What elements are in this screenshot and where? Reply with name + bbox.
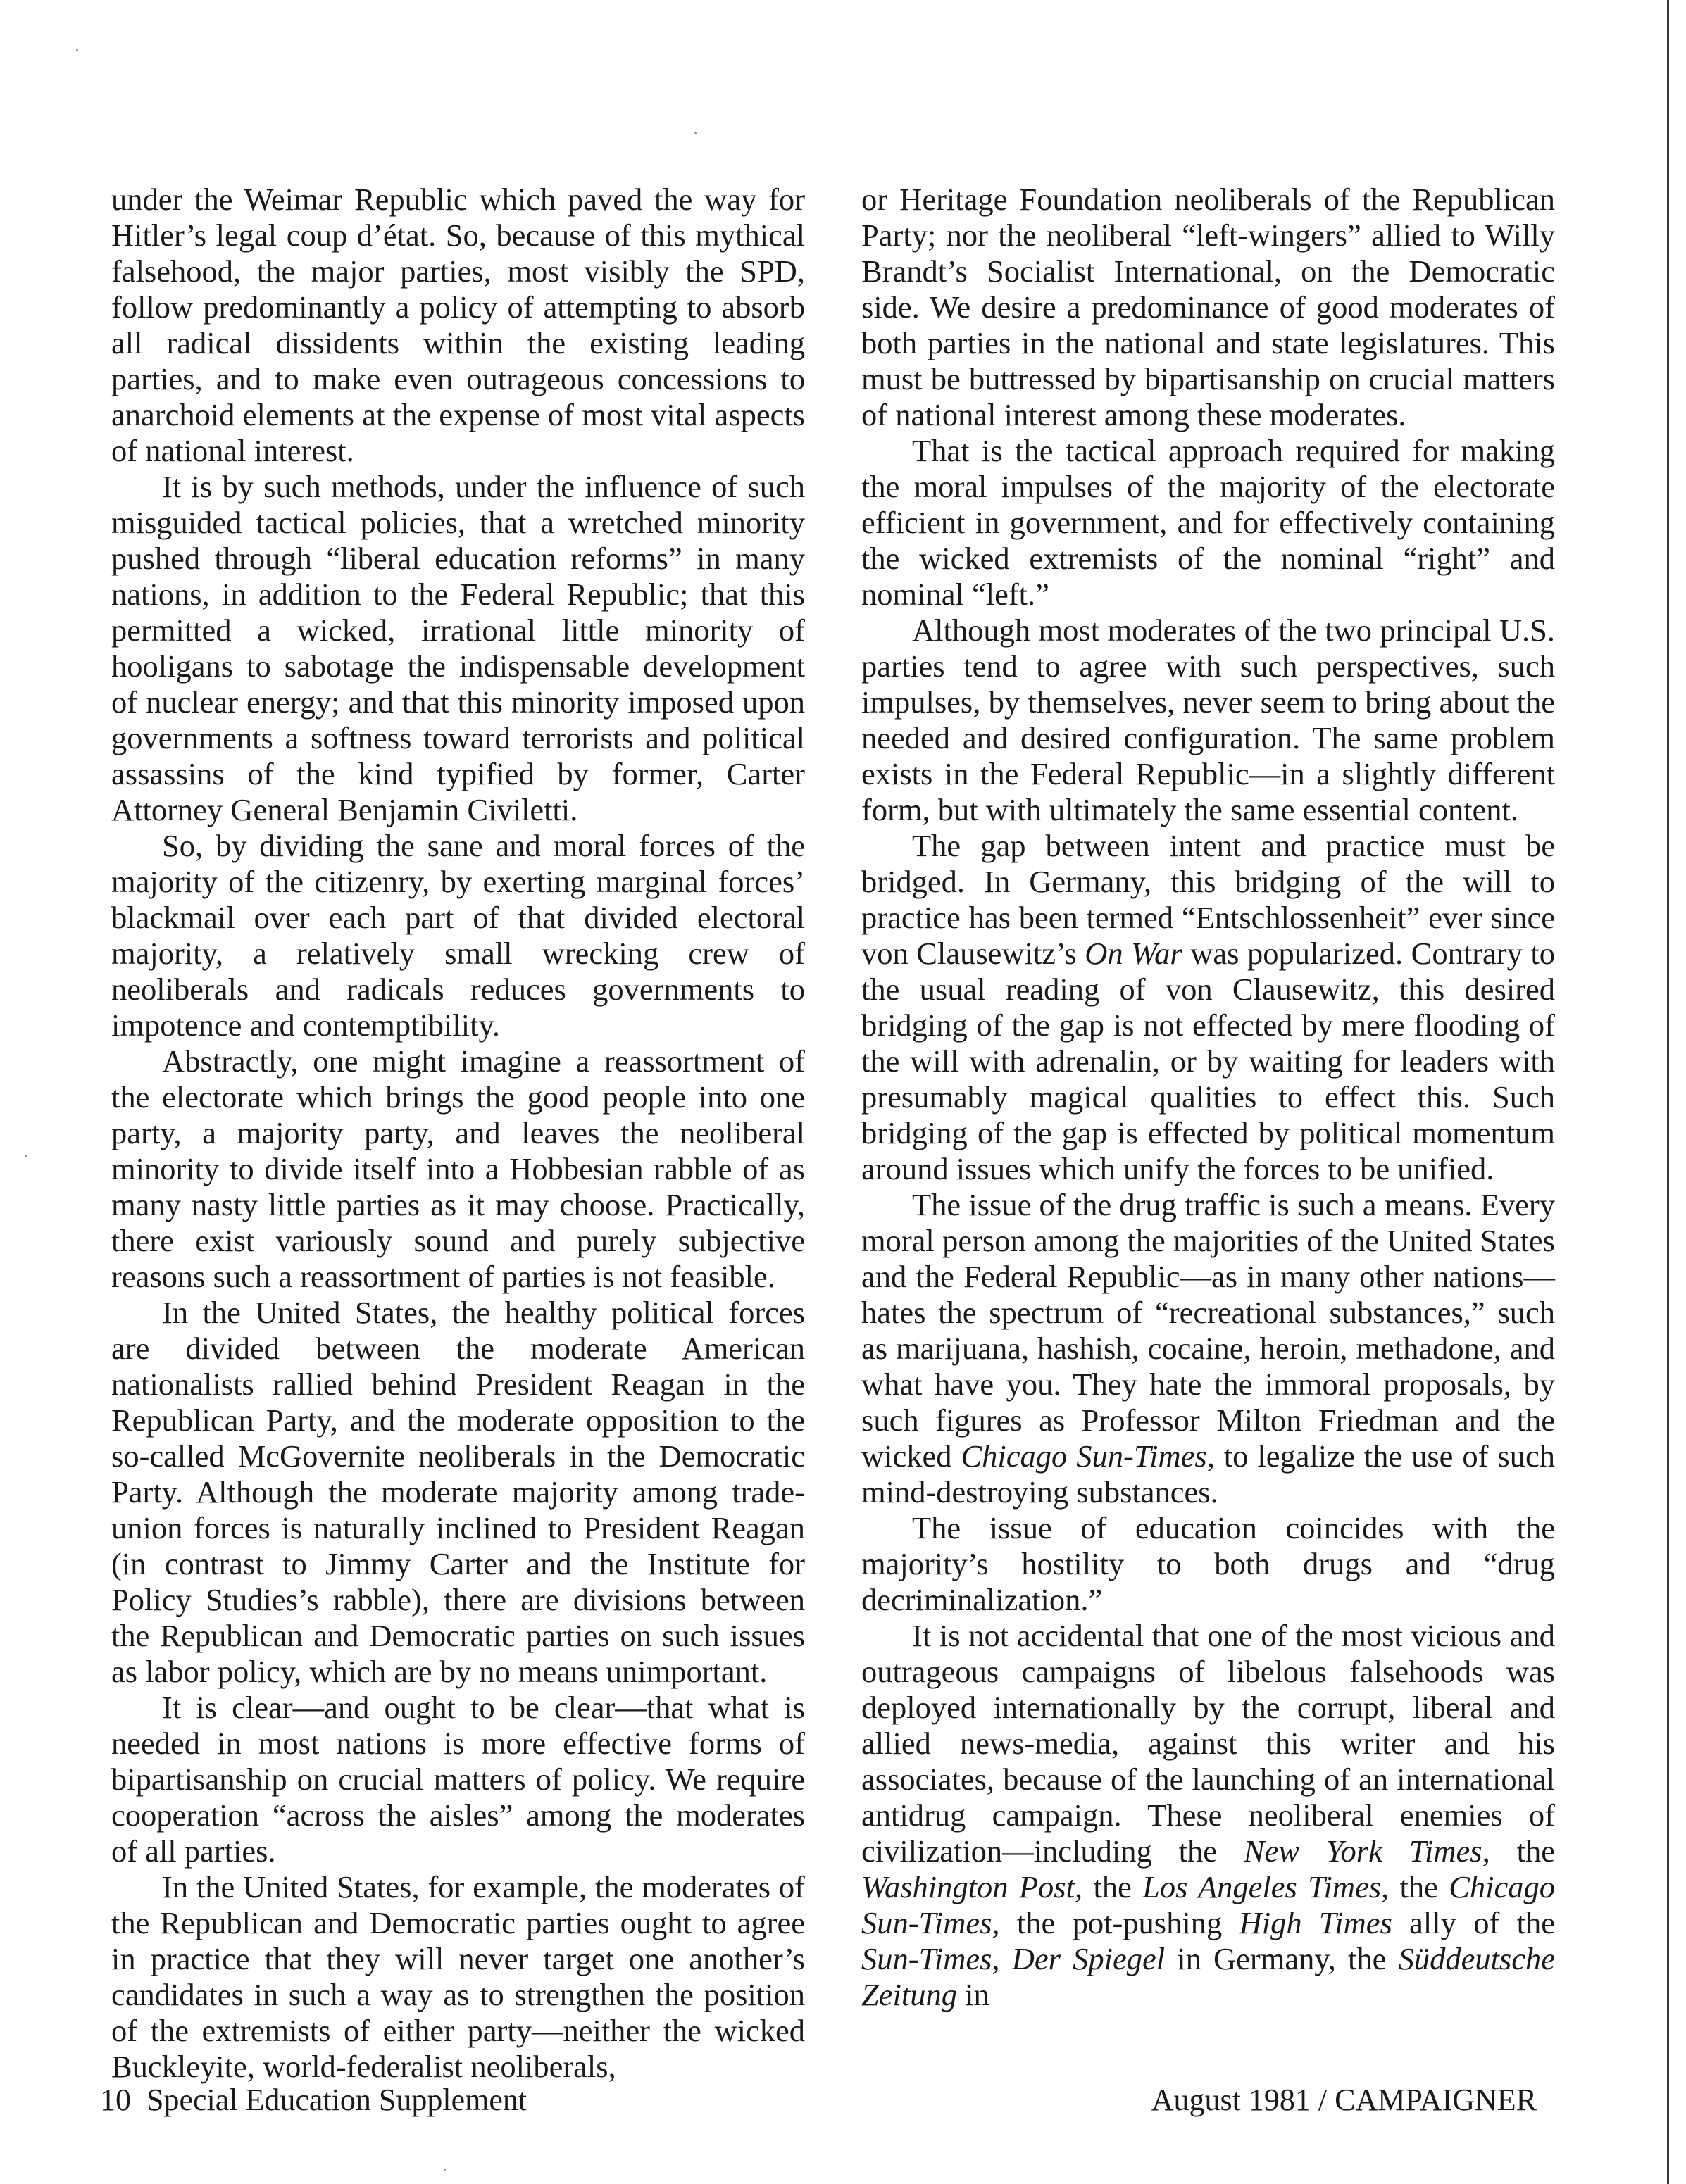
- text-run: the pot-pushing: [999, 1905, 1239, 1940]
- paragraph: [861, 1187, 1555, 1510]
- text-run: the: [1389, 1869, 1449, 1904]
- paragraph: [111, 828, 805, 1043]
- text-run: It is by such methods, under the influence of such misguided tactical policies, that a wretched minority pushed through “liberal education reforms” in many nations, in addition to the Federal Republic; that this permitted a wicked, irrational little minority of hooligans to sabotage the indispensable development of nuclear energy; and that this minority imposed upon governments a softness toward terrorists and political assassins of the kind typified by former, Carter Attorney General Benjamin Civiletti.: [111, 469, 805, 827]
- scan-speck: [76, 49, 78, 51]
- italic-title: New York Times,: [1243, 1833, 1490, 1869]
- right-text-column: [861, 182, 1555, 2013]
- text-run: It is clear—and ought to be clear—that what is needed in most nations is more effective forms of bipartisanship on crucial matters of policy. We require cooperation “across the aisles” among the moderates of all parties.: [111, 1690, 805, 1869]
- text-run: was popularized. Contrary to the usual reading of von Clausewitz, this desired bridging of the gap is not effected by mere flooding of the will with adrenalin, or by waiting for leaders with presumably magical qualities to effect this. Such bridging of the gap is effected by political momentum around issues which unify the forces to be unified.: [861, 936, 1555, 1186]
- italic-title: Sun-Times,: [861, 1941, 1000, 1976]
- left-text-column: [111, 182, 805, 2085]
- page-number: 10: [100, 2083, 131, 2117]
- text-run: Abstractly, one might imagine a reassortment of the electorate which brings the good people into one party, a majority party, and leaves the neoliberal minority to divide itself into a Hobbesian rabble of as many nasty little parties as it may choose. Practically, there exist variously sound and purely subjective reasons such a reassortment of parties is not feasible.: [111, 1043, 805, 1294]
- paragraph: [111, 1690, 805, 1869]
- text-run: [1000, 1941, 1012, 1976]
- italic-title: High Times: [1239, 1905, 1392, 1940]
- text-run: In the United States, for example, the moderates of the Republican and Democratic parties ought to agree in practice that they will never target one another’s candidates in such a way as to strengthen the position of the extremists of either party—neither the wicked Buckleyite, world-federalist neoliberals,: [111, 1869, 805, 2084]
- paragraph: [111, 469, 805, 828]
- italic-title: Washington Post,: [861, 1869, 1083, 1904]
- footer-left: [100, 2083, 527, 2118]
- scan-speck: [25, 1155, 27, 1157]
- italic-title: Der Spiegel: [1011, 1941, 1166, 1976]
- text-run: ally of the: [1392, 1905, 1555, 1940]
- paragraph: [861, 828, 1555, 1187]
- text-run: under the Weimar Republic which paved the way for Hitler’s legal coup d’état. So, because of this mythical falsehood, the major parties, most visibly the SPD, follow predominantly a policy of attempting to absorb all radical dissidents within the existing leading parties, and to make even outrageous concessions to anarchoid elements at the expense of most vital aspects of national interest.: [111, 182, 805, 468]
- scan-speck: [444, 2169, 446, 2171]
- footer-issue: August 1981 / CAMPAIGNER: [1151, 2083, 1537, 2117]
- italic-title: Chicago Sun-Times,: [961, 1438, 1215, 1474]
- italic-title: Los Angeles Times,: [1142, 1869, 1390, 1904]
- text-run: So, by dividing the sane and moral forces of the majority of the citizenry, by exerting marginal forces’ blackmail over each part of that divided electoral majority, a relatively small wrecking crew of neoliberals and radicals reduces governments to impotence and contemptibility.: [111, 828, 805, 1043]
- text-run: to legalize the use of such mind-destroying substances.: [861, 1438, 1555, 1510]
- text-run: in: [956, 1977, 989, 2012]
- paragraph: [861, 1510, 1555, 1618]
- text-run: That is the tactical approach required for making the moral impulses of the majority of the electorate efficient in government, and for effectively containing the wicked extremists of the nominal “right” and nominal “left.”: [861, 433, 1555, 612]
- text-run: The gap between intent and practice must be bridged. In Germany, this bridging of the will to practice has been termed “Entschlossenheit” ever since von Clausewitz’s: [861, 828, 1555, 971]
- paragraph: [111, 1295, 805, 1690]
- italic-title: On War: [1085, 936, 1182, 971]
- text-run: The issue of education coincides with the majority’s hostility to both drugs and “drug decriminalization.”: [861, 1510, 1555, 1617]
- italic-title: Süddeutsche Zeitung: [861, 1941, 1555, 2012]
- paragraph: [111, 1043, 805, 1295]
- section-title: Special Education Supplement: [146, 2083, 527, 2117]
- scan-speck: [694, 132, 697, 134]
- text-run: It is not accidental that one of the most vicious and outrageous campaigns of libelous falsehoods was deployed internationally by the corrupt, liberal and allied news-media, against this writer and his associates, because of the launching of an international antidrug campaign. These neoliberal enemies of civilization—including the: [861, 1618, 1555, 1869]
- text-run: In the United States, the healthy political forces are divided between the moderate American nationalists rallied behind President Reagan in the Republican Party, and the moderate opposition to the so-called McGovernite neoliberals in the Democratic Party. Although the moderate majority among trade-union forces is naturally inclined to President Reagan (in contrast to Jimmy Carter and the Institute for Policy Studies’s rabble), there are divisions between the Republican and Democratic parties on such issues as labor policy, which are by no means unimportant.: [111, 1295, 805, 1689]
- page-edge-line: [1667, 0, 1669, 2184]
- paragraph: [111, 1869, 805, 2085]
- text-run: the: [1490, 1833, 1555, 1869]
- text-run: the: [1082, 1869, 1143, 1904]
- paragraph: [861, 613, 1555, 828]
- text-run: in Germany, the: [1165, 1941, 1399, 1976]
- italic-title: Chicago Sun-Times,: [861, 1869, 1555, 1940]
- text-run: The issue of the drug traffic is such a means. Every moral person among the majorities of the United States and the Federal Republic—as in many other nations—hates the spectrum of “recreational substances,” such as marijuana, hashish, cocaine, heroin, methadone, and what have you. They hate the immoral proposals, by such figures as Professor Milton Friedman and the wicked: [861, 1187, 1555, 1474]
- paragraph: [861, 433, 1555, 613]
- text-run: or Heritage Foundation neoliberals of the Republican Party; nor the neoliberal “left-wingers” allied to Willy Brandt’s Socialist International, on the Democratic side. We desire a predominance of good moderates of both parties in the national and state legislatures. This must be buttressed by bipartisanship on crucial matters of national interest among these moderates.: [861, 182, 1555, 432]
- paragraph: [861, 182, 1555, 433]
- paragraph: [111, 182, 805, 469]
- paragraph: [861, 1618, 1555, 2013]
- text-run: Although most moderates of the two principal U.S. parties tend to agree with such perspectives, such impulses, by themselves, never seem to bring about the needed and desired configuration. The same problem exists in the Federal Republic—in a slightly different form, but with ultimately the same essential content.: [861, 613, 1555, 827]
